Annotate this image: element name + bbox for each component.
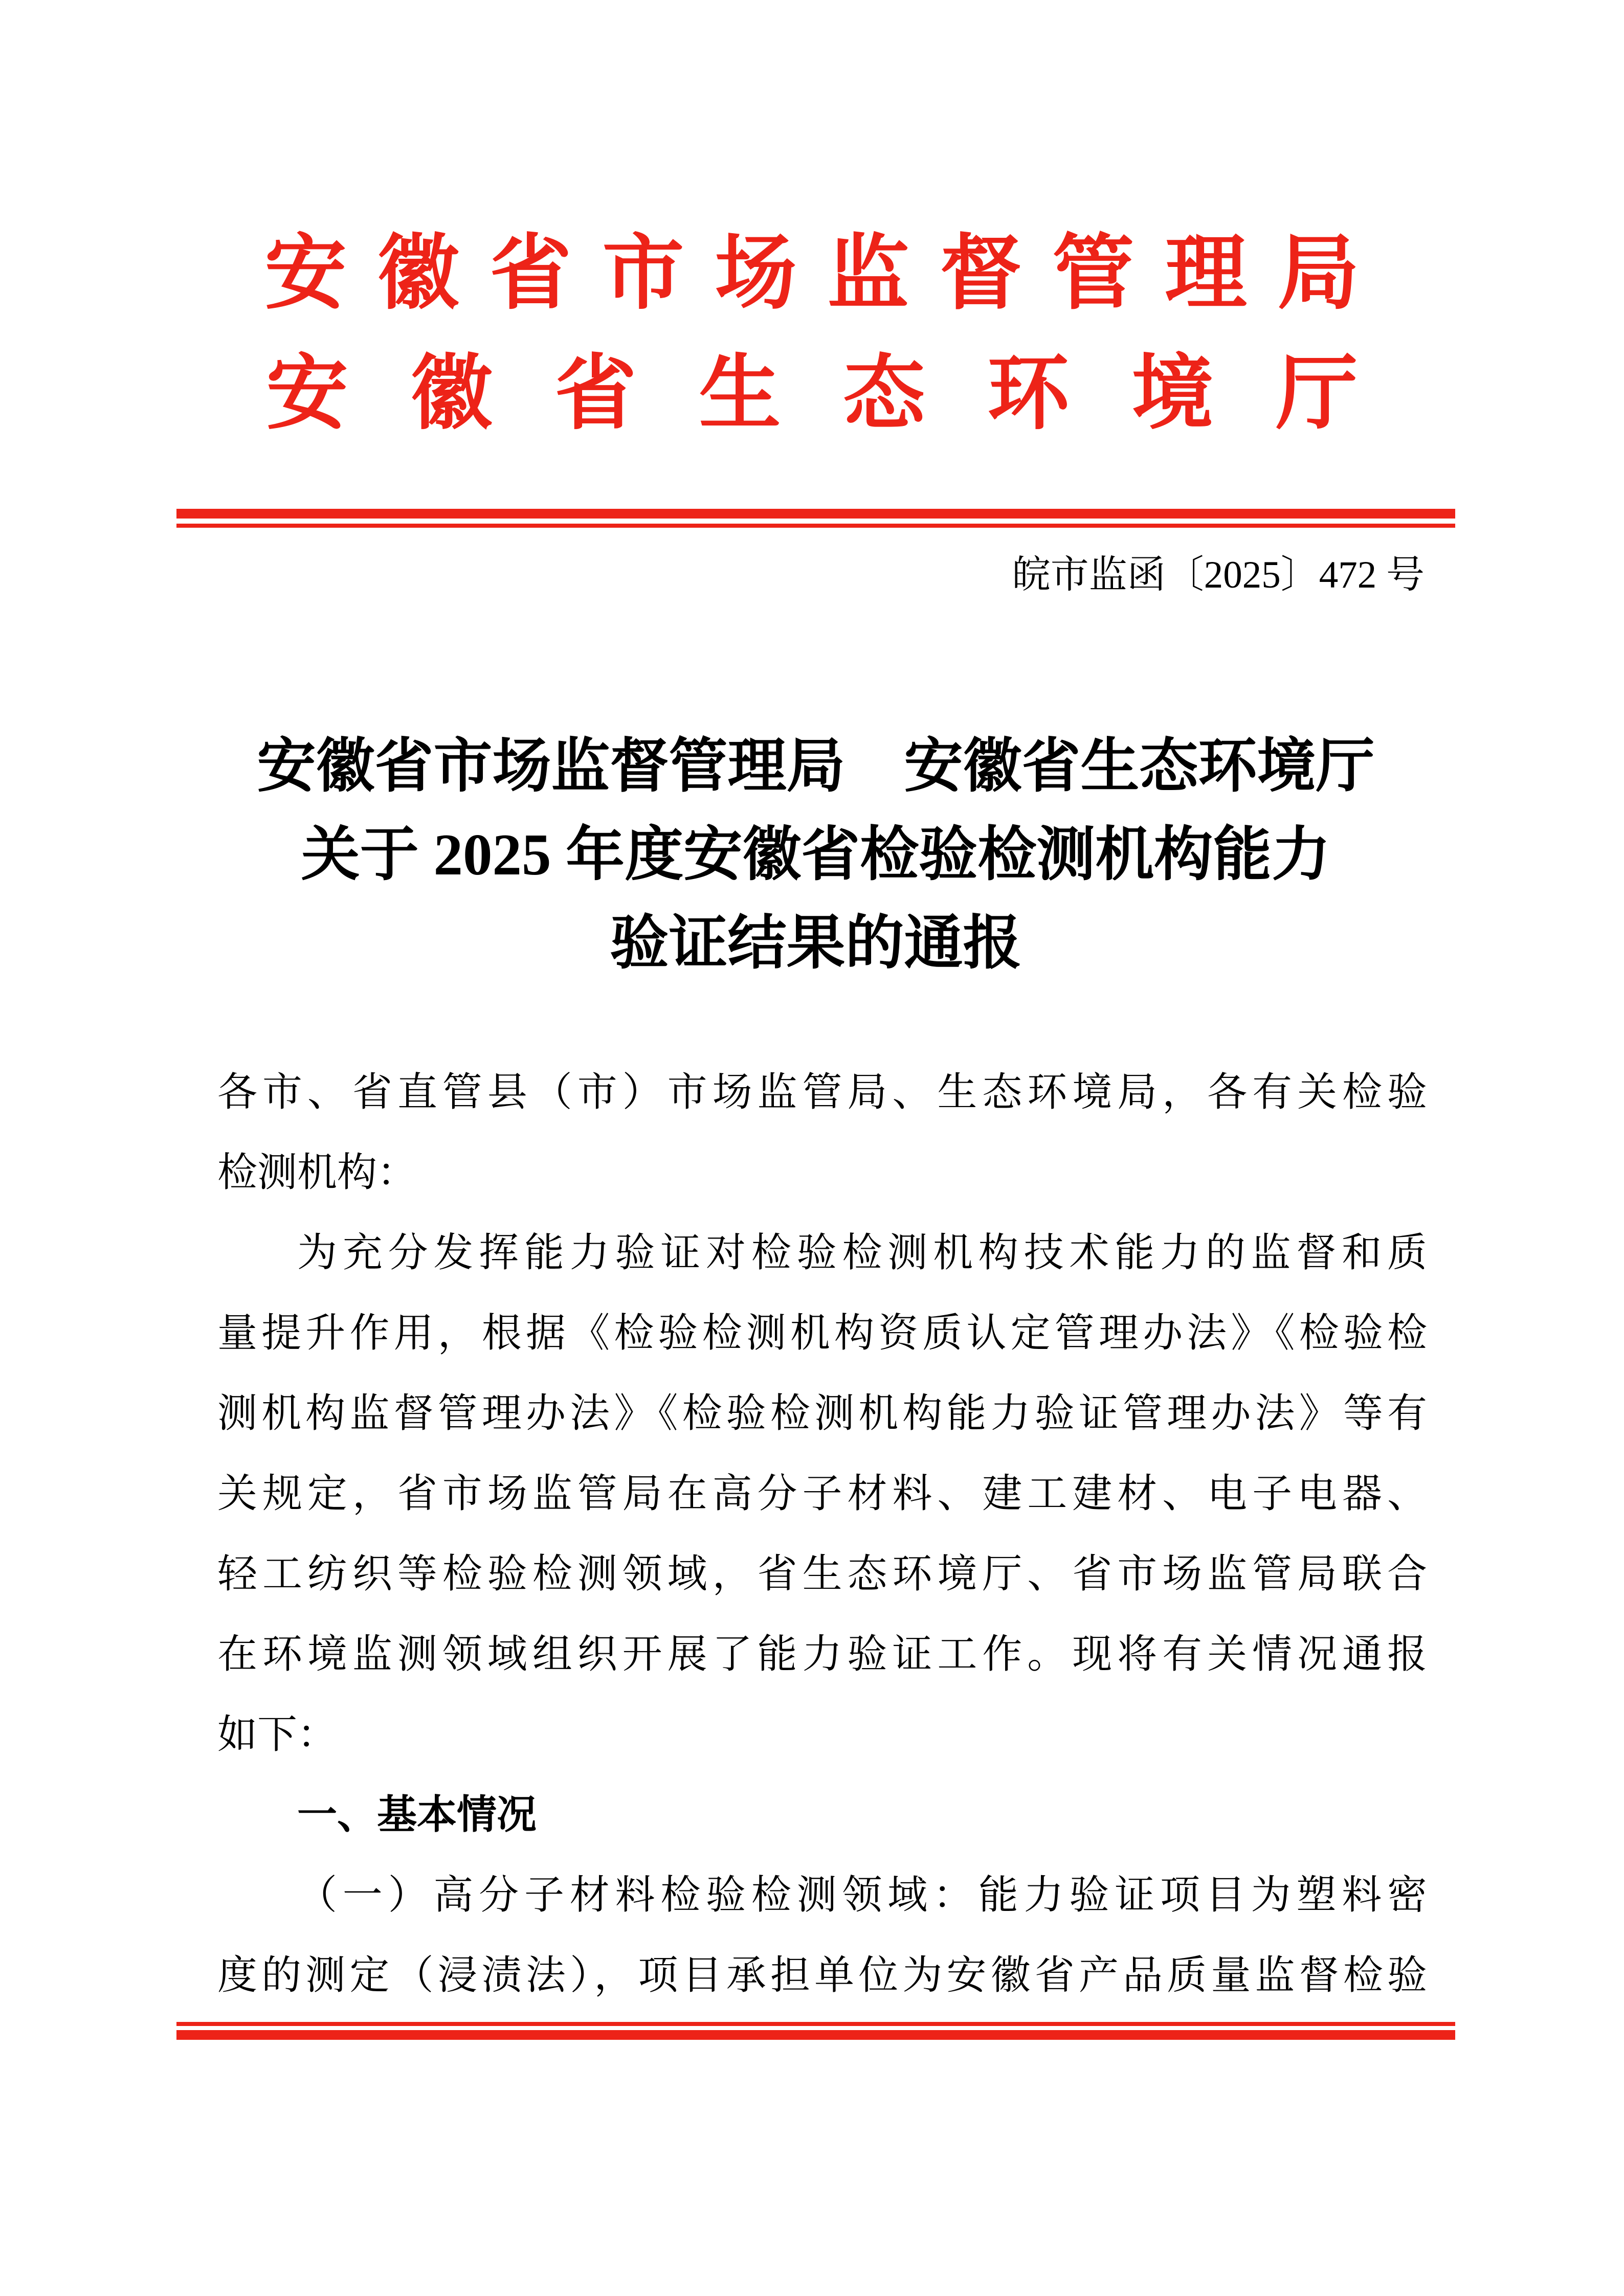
header-rule-thin <box>176 524 1455 528</box>
body-line: 度的测定（浸渍法），项目承担单位为安徽省产品质量监督检验 <box>217 1953 1427 1997</box>
document-body <box>217 1052 1427 2015</box>
document-title-line1: 安徽省市场监督管理局 安徽省生态环境厅 <box>257 734 1375 799</box>
body-line: 测机构监督管理办法》《检验检测机构能力验证管理办法》等有 <box>217 1391 1427 1435</box>
document-title-line3: 验证结果的通报 <box>610 911 1022 976</box>
body-line: 在环境监测领域组织开展了能力验证工作。现将有关情况通报 <box>217 1632 1427 1676</box>
body-line-salutation-2: 检测机构： <box>217 1150 417 1195</box>
body-line: 量提升作用，根据《检验检测机构资质认定管理办法》《检验检 <box>217 1311 1427 1355</box>
body-line: 轻工纺织等检验检测领域，省生态环境厅、省市场监管局联合 <box>217 1551 1427 1596</box>
footer-rule-thin <box>176 2022 1455 2026</box>
agency-name-line2: 安徽省生态环境厅 <box>266 348 1420 439</box>
body-line: 关规定，省市场监管局在高分子材料、建工建材、电子电器、 <box>217 1471 1427 1516</box>
footer-rule-thick <box>176 2030 1455 2040</box>
header-rule-thick <box>176 509 1455 519</box>
document-title <box>176 722 1455 987</box>
body-line: 如下： <box>217 1712 338 1757</box>
document-title-line2: 关于 2025 年度安徽省检验检测机构能力 <box>301 822 1331 887</box>
agency-name-line1: 安徽省市场监督管理局 <box>264 228 1390 319</box>
document-number: 皖市监函〔2025〕472 号 <box>1012 554 1425 596</box>
section-heading-basic-situation: 一、基本情况 <box>297 1792 537 1837</box>
body-line-salutation-1: 各市、省直管县（市）市场监管局、生态环境局，各有关检验 <box>217 1070 1427 1114</box>
body-line: （一）高分子材料检验检测领域：能力验证项目为塑料密 <box>297 1873 1427 1917</box>
body-line: 为充分发挥能力验证对检验检测机构技术能力的监督和质 <box>297 1230 1427 1275</box>
